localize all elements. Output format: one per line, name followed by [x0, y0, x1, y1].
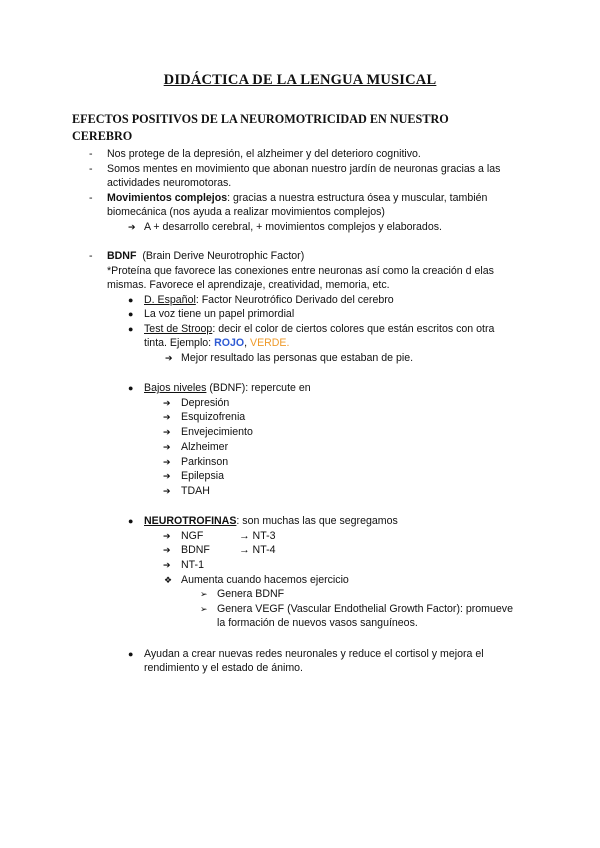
bdnf-label: BDNF [107, 250, 137, 262]
arrow-icon: ➔ [163, 398, 171, 408]
bullet-item [144, 381, 311, 395]
bajos-text: (BDNF): repercute en [206, 382, 311, 394]
bullet-icon: ● [128, 295, 134, 305]
stroop-text: : decir el color de ciertos colores que están escritos con otra [212, 323, 495, 335]
sub-sub-item: Genera BDNF [217, 588, 285, 600]
arrow-icon: ➔ [163, 545, 171, 555]
bullet-item-continuation [144, 336, 289, 350]
sub-item: Esquizofrenia [181, 411, 246, 423]
sub-item: A + desarrollo cerebral, + movimientos complejos y elaborados. [144, 221, 442, 233]
sub-sub-item: Genera VEGF (Vascular Endothelial Growth Factor): promueve [217, 603, 513, 615]
sub-item: TDAH [181, 485, 210, 497]
comma: , [244, 337, 250, 349]
list-item [107, 191, 487, 205]
sub-sub-item-continuation: la formación de nuevos vasos sanguíneos. [217, 617, 418, 629]
arrow-icon: ➔ [163, 427, 171, 437]
bajos-label: Bajos niveles [144, 382, 207, 394]
triangle-icon: ➢ [200, 604, 208, 614]
bullet-item: Ayudan a crear nuevas redes neuronales y reduce el cortisol y mejora el [144, 648, 484, 660]
bullet-icon: ● [128, 649, 134, 659]
bullet-item-continuation: rendimiento y el estado de ánimo. [144, 662, 303, 674]
espanol-text: : Factor Neurotrófico Derivado del cerebro [195, 294, 394, 306]
list-item-continuation: mismas. Favorece el aprendizaje, creatividad, memoria, etc. [107, 279, 390, 291]
list-item-continuation: biomecánica (nos ayuda a realizar movimientos complejos) [107, 206, 385, 218]
stroop-example: tinta. Ejemplo: [144, 337, 215, 349]
arrow-icon: ➔ [163, 471, 171, 481]
sub-item: Depresión [181, 397, 230, 409]
rojo-word: ROJO [214, 337, 245, 349]
sub-item: Aumenta cuando hacemos ejercicio [181, 574, 349, 586]
bullet-icon: ● [128, 324, 134, 334]
list-item: Nos protege de la depresión, el alzheimer y del deterioro cognitivo. [107, 148, 421, 160]
movimientos-text: : gracias a nuestra estructura ósea y muscular, también [227, 192, 488, 204]
sub-item: NGF [181, 530, 204, 542]
bullet-icon: ● [128, 309, 134, 319]
list-item [107, 249, 304, 263]
sub-item: Envejecimiento [181, 426, 253, 438]
bullet-icon: ● [128, 383, 134, 393]
dash-marker: - [89, 192, 93, 204]
list-item-continuation: *Proteína que favorece las conexiones entre neuronas así como la creación d elas [107, 265, 494, 277]
arrow-icon: ➔ [163, 531, 171, 541]
bdnf-text: (Brain Derive Neurotrophic Factor) [142, 250, 305, 262]
arrow-icon: ➔ [128, 222, 136, 232]
dash-marker: - [89, 148, 93, 160]
sub-item: → NT-3 [239, 530, 276, 542]
bullet-item [144, 322, 494, 336]
arrow-icon: ➔ [163, 457, 171, 467]
sub-item: NT-1 [181, 559, 204, 571]
arrow-icon: ➔ [163, 560, 171, 570]
dash-marker: - [89, 163, 93, 175]
sub-item: Parkinson [181, 456, 229, 468]
neurotrofinas-text: : son muchas las que segregamos [236, 515, 398, 527]
movimientos-label: Movimientos complejos [107, 192, 228, 204]
arrow-icon: ➔ [163, 412, 171, 422]
list-item-continuation: actividades neuromotoras. [107, 177, 232, 189]
verde-word: VERDE. [250, 337, 290, 349]
page-title: DIDÁCTICA DE LA LENGUA MUSICAL [163, 72, 437, 88]
sub-item: Alzheimer [181, 441, 229, 453]
arrow-icon: ➔ [163, 442, 171, 452]
bullet-icon: ● [128, 516, 134, 526]
dash-marker: - [89, 250, 93, 262]
bullet-item [144, 514, 398, 528]
espanol-label: D. Español [144, 294, 196, 306]
diamond-icon: ❖ [164, 575, 173, 585]
arrow-icon: ➔ [165, 353, 173, 363]
neurotrofinas-label: NEUROTROFINAS [144, 515, 237, 527]
bullet-item: La voz tiene un papel primordial [144, 308, 295, 320]
section-heading-line1: EFECTOS POSITIVOS DE LA NEUROMOTRICIDAD EN NUESTRO [72, 112, 449, 126]
sub-item: Mejor resultado las personas que estaban de pie. [181, 352, 414, 364]
sub-item: → NT-4 [239, 544, 276, 556]
arrow-icon: ➔ [163, 486, 171, 496]
section-heading-line2: CEREBRO [72, 129, 133, 143]
list-item: Somos mentes en movimiento que abonan nuestro jardín de neuronas gracias a las [107, 163, 501, 175]
sub-item: BDNF [181, 544, 210, 556]
bullet-item [144, 293, 394, 307]
stroop-label: Test de Stroop [144, 323, 213, 335]
triangle-icon: ➢ [200, 589, 208, 599]
sub-item: Epilepsia [181, 470, 224, 482]
